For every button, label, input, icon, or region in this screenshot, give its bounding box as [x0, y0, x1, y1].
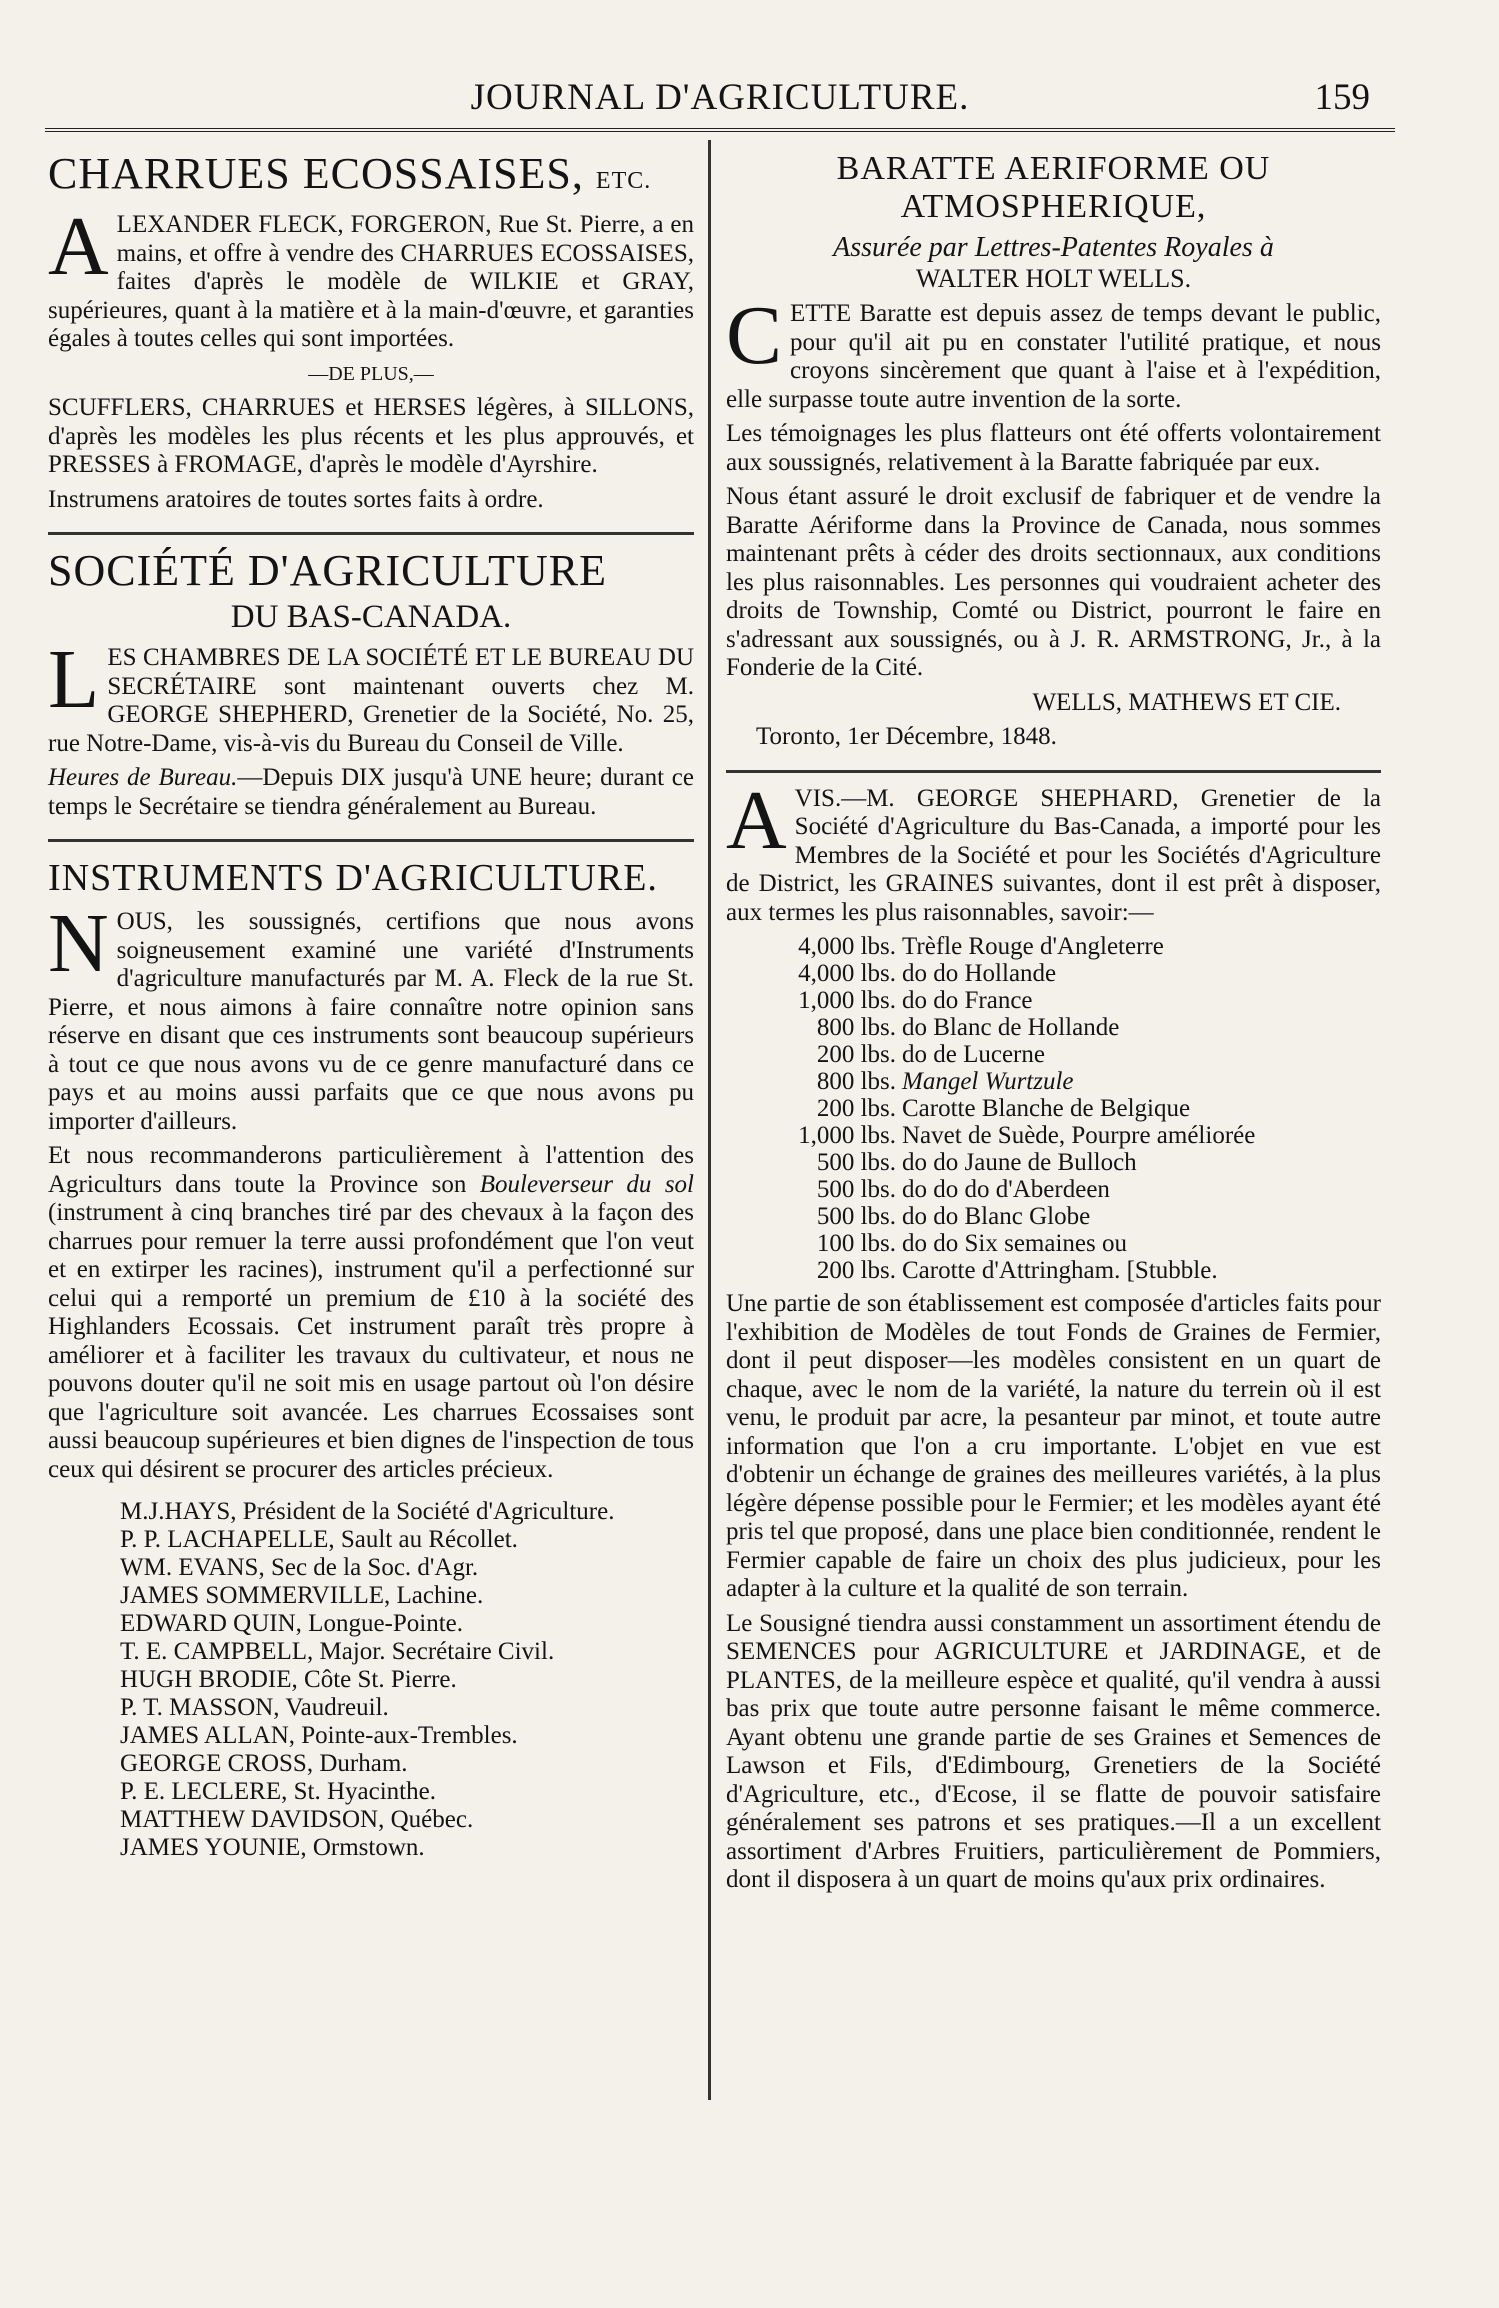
charrues-title — [48, 150, 694, 205]
seed-item: Carotte d'Attringham. [Stubble. — [902, 1257, 1218, 1284]
societe-body-text: ES CHAMBRES DE LA SOCIÉTÉ ET LE BUREAU DU SECRÉTAIRE sont maintenant ouverts chez M. GEORGE SHEPHERD, Grenetier de la Société, No. 25, rue Notre-Dame, vis-à-vis du Bureau du Conseil de Ville. — [48, 644, 694, 757]
seed-item: do do Blanc Globe — [902, 1203, 1091, 1230]
seed-row — [776, 1176, 1261, 1203]
societe-dropcap: L — [48, 633, 100, 726]
baratte-patentee: WALTER HOLT WELLS. — [915, 264, 1192, 293]
signature-list — [120, 1498, 694, 1862]
divider-3 — [726, 770, 1381, 773]
seed-qty: 200 lbs. — [816, 1095, 896, 1122]
signature-line: HUGH BRODIE, Côte St. Pierre. — [120, 1666, 457, 1693]
seed-qty: 4,000 lbs. — [798, 960, 896, 987]
right-column — [726, 150, 1381, 1913]
societe-title: SOCIÉTÉ D'AGRICULTURE — [48, 546, 607, 595]
seed-row — [776, 1095, 1261, 1122]
instruments-body2-ital: Bouleverseur du sol — [479, 1170, 694, 1198]
signature-line: T. E. CAMPBELL, Major. Secrétaire Civil. — [120, 1638, 555, 1665]
seed-row — [776, 960, 1261, 987]
baratte-subtitle: Assurée par Lettres-Patentes Royales à — [833, 232, 1274, 263]
societe-ad — [48, 547, 694, 821]
hours-label: Heures de Bureau. — [48, 764, 238, 791]
page-header — [45, 70, 1395, 130]
seed-item: Trèfle Rouge d'Angleterre — [902, 933, 1164, 960]
header-rule — [45, 128, 1395, 132]
charrues-body — [48, 200, 694, 354]
avis-body-text: VIS.—M. GEORGE SHEPHARD, Grenetier de la Société d'Agriculture du Bas-Canada, a importé pour les Membres de la Société et pour les Sociétés d'Agriculture de District, les GRAINES suivantes, dont il est prêt à disposer, aux termes les plus raisonnables, savoir:— — [726, 784, 1381, 926]
avis-body2: Une partie de son établissement est composée d'articles faits pour l'exhibition de Modèles de tout Fonds de Graines de Fermier, dont il peut disposer—les modèles consistent en un quart de chaque, avec le nom de la variété, la nature du terrein où il est venu, le produit par acre, la pesanteur par minot, et toute autre information que l'on a cru importante. L'objet en vue est d'obtenir un échange de graines des meilleures variétés, à la plus légère dépense possible pour le Fermier; et les modèles ayant été pris tel que proposé, dans une place bien conditionnée, rendent le Fermier capable de faire un choix des plus judicieux, pour les adapter à la culture et la qualité de son terrain. — [726, 1290, 1381, 1602]
seed-qty: 800 lbs. — [816, 1014, 896, 1041]
signature-line: P. E. LECLERE, St. Hyacinthe. — [120, 1778, 436, 1805]
baratte-ad — [726, 150, 1381, 752]
charrues-title-text: CHARRUES ECOSSAISES, — [48, 149, 584, 198]
baratte-title: BARATTE AERIFORME OU ATMOSPHERIQUE, — [836, 150, 1271, 225]
seed-item: do do France — [902, 987, 1033, 1014]
societe-subtitle: DU BAS-CANADA. — [230, 599, 512, 635]
instruments-body2-post: (instrument à cinq branches tiré par des chevaux à la façon des charrues pour remuer la terre aussi profondément que l'on veut et en extirper les racines), instrument qu'il a perfectionné sur celui qui a remporté un premium de £10 à la société des Highlanders Ecossais. Cet instrument paraît très propre à améliorer et à faciliter les travaux du cultivateur, et nous ne pouvons douter qu'il ne soit mis en usage partout où l'on désire que l'agriculture soit avancée. Les charrues Ecossaises sont aussi beaucoup supérieures et bien dignes de l'inspection de tous ceux qui désirent se procurer des articles précieux. — [48, 1199, 694, 1483]
instruments-ad — [48, 854, 694, 1862]
societe-hours — [48, 764, 694, 821]
seed-row — [776, 1149, 1261, 1176]
instruments-body-text: OUS, les soussignés, certifions que nous avons soigneusement examiné une variété d'Instruments d'agriculture manufacturés par M. A. Fleck de la rue St. Pierre, et nous aimons à faire connaître notre opinion sans réserve en disant que ces instruments sont beaucoup supérieurs à tout ce que nous avons vu de ce genre manufacturé dans ce pays et au moins aussi parfaits que ce que nous avons pu importer d'ailleurs. — [48, 908, 694, 1135]
charrues-dropcap: A — [48, 200, 109, 293]
page-number: 159 — [1314, 77, 1370, 118]
seed-qty: 200 lbs. — [816, 1257, 896, 1284]
avis-body3: Le Sousigné tiendra aussi constamment un assortiment étendu de SEMENCES pour AGRICULTURE et JARDINAGE, et de PLANTES, de la meilleure espèce et qualité, qu'il vendra à aussi bas prix que toute autre personne faisant le même commerce. Ayant obtenu une grande partie de ses Graines et Semences de Lawson et Fils, d'Edimbourg, Grenetiers de la Société d'Agriculture, etc., d'Ecose, il se flatte de pouvoir satisfaire généralement ses patrons et ses pratiques.—Il a un excellent assortiment d'Arbres Fruitiers, particulièrement de Pommiers, dont il disposera à un quart de moins qu'aux prix ordinaires. — [726, 1609, 1381, 1893]
column-divider — [708, 140, 711, 2100]
charrues-ad — [48, 150, 694, 514]
seed-row — [776, 1068, 1261, 1095]
seed-item: Mangel Wurtzule — [902, 1068, 1074, 1095]
seed-row — [776, 933, 1261, 960]
seed-row — [776, 1122, 1261, 1149]
baratte-body2: Les témoignages les plus flatteurs ont été offerts volontairement aux soussignés, relativement à la Baratte fabriquée par eux. — [726, 420, 1381, 476]
seed-row — [776, 1041, 1261, 1068]
signature-line: WM. EVANS, Sec de la Soc. d'Agr. — [120, 1554, 479, 1581]
instruments-dropcap: N — [48, 897, 109, 990]
seed-item: do de Lucerne — [902, 1041, 1045, 1068]
seed-qty: 1,000 lbs. — [798, 1122, 896, 1149]
signature-line: GEORGE CROSS, Durham. — [120, 1750, 408, 1777]
baratte-body3: Nous étant assuré le droit exclusif de fabriquer et de vendre la Baratte Aériforme dans la Province de Canada, nous sommes maintenant prêts à céder des droits sectionnaux, aux conditions les plus raisonnables. Les personnes qui voudraient acheter des droits de Township, Comté ou District, pourront le faire en s'adressant aux soussignés, ou à J. R. ARMSTRONG, Jr., à la Fonderie de la Cité. — [726, 483, 1381, 681]
seed-item: do do do d'Aberdeen — [902, 1176, 1110, 1203]
divider-1 — [48, 532, 694, 535]
seed-item: do do Hollande — [902, 960, 1057, 987]
baratte-dropcap: C — [726, 289, 783, 382]
baratte-firm: WELLS, MATHEWS ET CIE. — [1032, 688, 1341, 716]
avis-ad — [726, 773, 1381, 1895]
baratte-body-text: ETTE Baratte est depuis assez de temps devant le public, pour qu'il ait pu en constater l'utilité pratique, et nous croyons sincèrement que quant à l'aise et à l'expédition, elle surpasse toute autre invention de la sorte. — [726, 300, 1381, 413]
left-column — [48, 150, 694, 1880]
seed-qty: 1,000 lbs. — [798, 987, 896, 1014]
hours-text: —Depuis DIX jusqu'à UNE heure; durant ce temps le Secrétaire se tiendra généralement au Bureau. — [48, 764, 694, 820]
seed-row — [776, 1203, 1261, 1230]
seed-item: Carotte Blanche de Belgique — [902, 1095, 1191, 1122]
instruments-body — [48, 897, 694, 1136]
societe-body — [48, 633, 694, 758]
instruments-body2 — [48, 1142, 694, 1484]
charrues-body3: Instrumens aratoires de toutes sortes faits à ordre. — [48, 485, 544, 513]
charrues-title-suffix: ETC. — [595, 168, 652, 194]
seed-qty: 500 lbs. — [816, 1203, 896, 1230]
seed-row — [776, 987, 1261, 1014]
instruments-body2-pre: Et nous recommanderons particulièrement à l'attention des Agriculturs dans toute la Province son — [48, 1142, 694, 1198]
signature-line: JAMES YOUNIE, Ormstown. — [120, 1834, 425, 1861]
seed-qty: 200 lbs. — [816, 1041, 896, 1068]
divider-2 — [48, 839, 694, 842]
de-plus-line: —DE PLUS,— — [308, 362, 434, 385]
signature-line: P. P. LACHAPELLE, Sault au Récollet. — [120, 1526, 518, 1553]
instruments-title: INSTRUMENTS D'AGRICULTURE. — [48, 857, 658, 899]
seed-item: do Blanc de Hollande — [902, 1014, 1120, 1041]
avis-body — [726, 773, 1381, 928]
avis-dropcap: A — [726, 773, 787, 867]
seed-qty: 800 lbs. — [816, 1068, 896, 1095]
signature-line: M.J.HAYS, Président de la Société d'Agriculture. — [120, 1498, 615, 1525]
seed-qty: 100 lbs. — [816, 1230, 896, 1257]
seed-item: Navet de Suède, Pourpre améliorée — [902, 1122, 1256, 1149]
journal-title: JOURNAL D'AGRICULTURE. — [470, 77, 970, 118]
baratte-dateline: Toronto, 1er Décembre, 1848. — [756, 723, 1057, 750]
signature-line: MATTHEW DAVIDSON, Québec. — [120, 1806, 474, 1833]
charrues-body2: SCUFFLERS, CHARRUES et HERSES légères, à SILLONS, d'après les modèles les plus récents et les plus approuvés, et PRESSES à FROMAGE, d'après le modèle d'Ayrshire. — [48, 394, 694, 478]
seed-row — [776, 1230, 1261, 1257]
signature-line: JAMES SOMMERVILLE, Lachine. — [120, 1582, 484, 1609]
seed-qty: 4,000 lbs. — [798, 933, 896, 960]
signature-line: EDWARD QUIN, Longue-Pointe. — [120, 1610, 464, 1637]
seed-row — [776, 1257, 1261, 1284]
seed-qty: 500 lbs. — [816, 1149, 896, 1176]
seed-row — [776, 1014, 1261, 1041]
seed-item: do do Jaune de Bulloch — [902, 1149, 1137, 1176]
baratte-body — [726, 289, 1381, 414]
seed-item: do do Six semaines ou — [902, 1230, 1127, 1257]
seed-qty: 500 lbs. — [816, 1176, 896, 1203]
signature-line: P. T. MASSON, Vaudreuil. — [120, 1694, 389, 1721]
signature-line: JAMES ALLAN, Pointe-aux-Trembles. — [120, 1722, 518, 1749]
seed-table — [776, 933, 1261, 1284]
charrues-body-text: LEXANDER FLECK, FORGERON, Rue St. Pierre, a en mains, et offre à vendre des CHARRUES ECOSSAISES, faites d'après le modèle de WILKIE et GRAY, supérieures, quant à la matière et à la main-d'œuvre, et garanties égales à toutes celles qui sont importées. — [48, 211, 694, 352]
